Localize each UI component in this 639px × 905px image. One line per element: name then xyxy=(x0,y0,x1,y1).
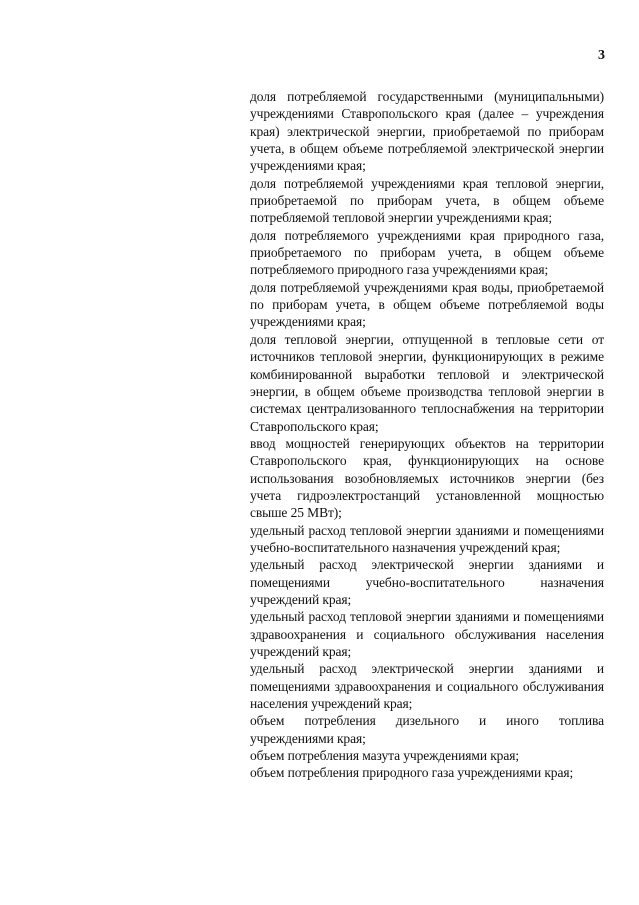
document-body xyxy=(250,88,604,782)
page-number: 3 xyxy=(598,48,605,63)
paragraph-heat-healthcare: удельный расход тепловой энергии зданиями и помещениями здравоохранения и социального обслуживания населения учреждений края; xyxy=(250,609,604,659)
paragraph-heat-education: удельный расход тепловой энергии зданиями и помещениями учебно-воспитательного назначения учреждений края; xyxy=(250,522,604,555)
paragraph-electricity-healthcare: удельный расход электрической энергии зданиями и помещениями здравоохранения и социального обслуживания населения учреждений края; xyxy=(250,661,604,712)
paragraph-cogeneration-share: доля тепловой энергии, отпущенной в тепловые сети от источников тепловой энергии, функционирующих в режиме комбинированной выработки тепловой и электрической энергии, в общем объеме производства тепловой энергии в системах централизованного теплоснабжения на территории Ставропольского края; xyxy=(250,331,604,434)
paragraph-electricity-education: удельный расход электрической энергии зданиями и помещениями учебно-воспитательного назначения учреждений края; xyxy=(250,557,604,607)
paragraph-heat-share: доля потребляемой учреждениями края тепловой энергии, приобретаемой по приборам учета, в общем объеме потребляемой тепловой энергии учреждениями края; xyxy=(250,175,604,226)
paragraph-water-share: доля потребляемой учреждениями края воды, приобретаемой по приборам учета, в общем объеме потребляемой воды учреждениями края; xyxy=(250,279,604,330)
paragraph-renewables-capacity: ввод мощностей генерирующих объектов на территории Ставропольского края, функционирующих на основе использования возобновляемых источников энергии (без учета гидроэлектростанций установленной мощностью свыше 25 МВт); xyxy=(250,435,604,521)
paragraph-gas-share: доля потребляемого учреждениями края природного газа, приобретаемого по приборам учета, в общем объеме потребляемого природного газа учреждениями края; xyxy=(250,227,604,278)
paragraph-diesel-consumption: объем потребления дизельного и иного топлива учреждениями края; xyxy=(250,713,604,746)
paragraph-electricity-share: доля потребляемой государственными (муниципальными) учреждениями Ставропольского края (далее – учреждения края) электрической энергии, приобретаемой по приборам учета, в общем объеме потребляемой электрической энергии учреждениями края; xyxy=(250,89,604,174)
paragraph-fuel-oil-consumption: объем потребления мазута учреждениями края; xyxy=(250,748,519,764)
paragraph-natural-gas-consumption: объем потребления природного газа учреждениями края; xyxy=(250,765,574,781)
